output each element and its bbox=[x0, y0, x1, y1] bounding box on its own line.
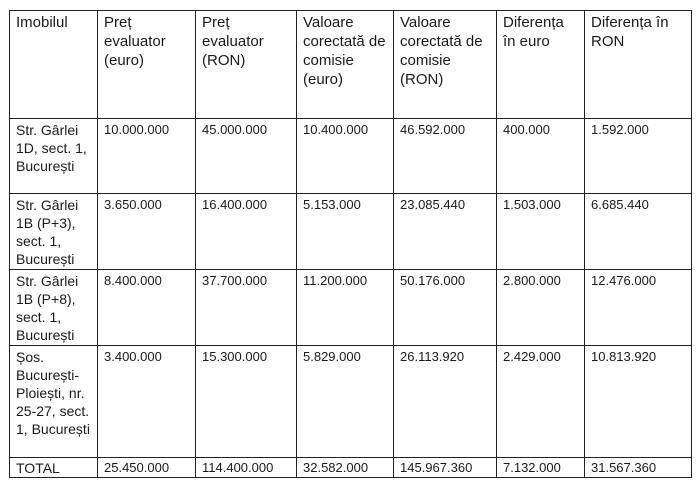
header-corrected-value-euro: Valoare corectată de comisie (euro) bbox=[297, 11, 394, 119]
cell-difference-euro: 1.503.000 bbox=[497, 194, 585, 270]
cell-corrected-value-ron: 50.176.000 bbox=[394, 270, 497, 346]
cell-evaluator-price-euro: 3.400.000 bbox=[98, 346, 196, 458]
header-corrected-value-ron: Valoare corectată de comisie (RON) bbox=[394, 11, 497, 119]
cell-difference-euro: 2.800.000 bbox=[497, 270, 585, 346]
cell-difference-ron: 1.592.000 bbox=[585, 119, 692, 194]
cell-difference-euro: 400.000 bbox=[497, 119, 585, 194]
total-corrected-value-euro: 32.582.000 bbox=[297, 458, 394, 478]
cell-corrected-value-euro: 5.829.000 bbox=[297, 346, 394, 458]
cell-difference-ron: 12.476.000 bbox=[585, 270, 692, 346]
header-property: Imobilul bbox=[10, 11, 98, 119]
cell-property: Str. Gârlei 1B (P+3), sect. 1, București bbox=[10, 194, 98, 270]
cell-corrected-value-ron: 26.113.920 bbox=[394, 346, 497, 458]
cell-property: Șos. București-Ploiești, nr. 25-27, sect. 1, București bbox=[10, 346, 98, 458]
table-header-row bbox=[10, 11, 692, 119]
table-row bbox=[10, 194, 692, 270]
cell-evaluator-price-euro: 3.650.000 bbox=[98, 194, 196, 270]
cell-corrected-value-ron: 23.085.440 bbox=[394, 194, 497, 270]
cell-evaluator-price-euro: 8.400.000 bbox=[98, 270, 196, 346]
total-corrected-value-ron: 145.967.360 bbox=[394, 458, 497, 478]
total-difference-ron: 31.567.360 bbox=[585, 458, 692, 478]
table-row bbox=[10, 119, 692, 194]
total-evaluator-price-euro: 25.450.000 bbox=[98, 458, 196, 478]
table-total-row bbox=[10, 458, 692, 478]
table-row bbox=[10, 346, 692, 458]
cell-corrected-value-euro: 11.200.000 bbox=[297, 270, 394, 346]
cell-corrected-value-euro: 5.153.000 bbox=[297, 194, 394, 270]
valuation-table bbox=[9, 10, 692, 478]
cell-evaluator-price-euro: 10.000.000 bbox=[98, 119, 196, 194]
header-difference-euro: Diferența în euro bbox=[497, 11, 585, 119]
total-label: TOTAL bbox=[10, 458, 98, 478]
header-evaluator-price-euro: Preț evaluator (euro) bbox=[98, 11, 196, 119]
header-difference-ron: Diferența în RON bbox=[585, 11, 692, 119]
cell-corrected-value-ron: 46.592.000 bbox=[394, 119, 497, 194]
cell-difference-ron: 10.813.920 bbox=[585, 346, 692, 458]
cell-evaluator-price-ron: 37.700.000 bbox=[196, 270, 297, 346]
table-row bbox=[10, 270, 692, 346]
cell-evaluator-price-ron: 45.000.000 bbox=[196, 119, 297, 194]
cell-difference-euro: 2.429.000 bbox=[497, 346, 585, 458]
cell-property: Str. Gârlei 1D, sect. 1, București bbox=[10, 119, 98, 194]
cell-difference-ron: 6.685.440 bbox=[585, 194, 692, 270]
total-difference-euro: 7.132.000 bbox=[497, 458, 585, 478]
header-evaluator-price-ron: Preț evaluator (RON) bbox=[196, 11, 297, 119]
cell-evaluator-price-ron: 16.400.000 bbox=[196, 194, 297, 270]
cell-property: Str. Gârlei 1B (P+8), sect. 1, București bbox=[10, 270, 98, 346]
cell-evaluator-price-ron: 15.300.000 bbox=[196, 346, 297, 458]
cell-corrected-value-euro: 10.400.000 bbox=[297, 119, 394, 194]
total-evaluator-price-ron: 114.400.000 bbox=[196, 458, 297, 478]
